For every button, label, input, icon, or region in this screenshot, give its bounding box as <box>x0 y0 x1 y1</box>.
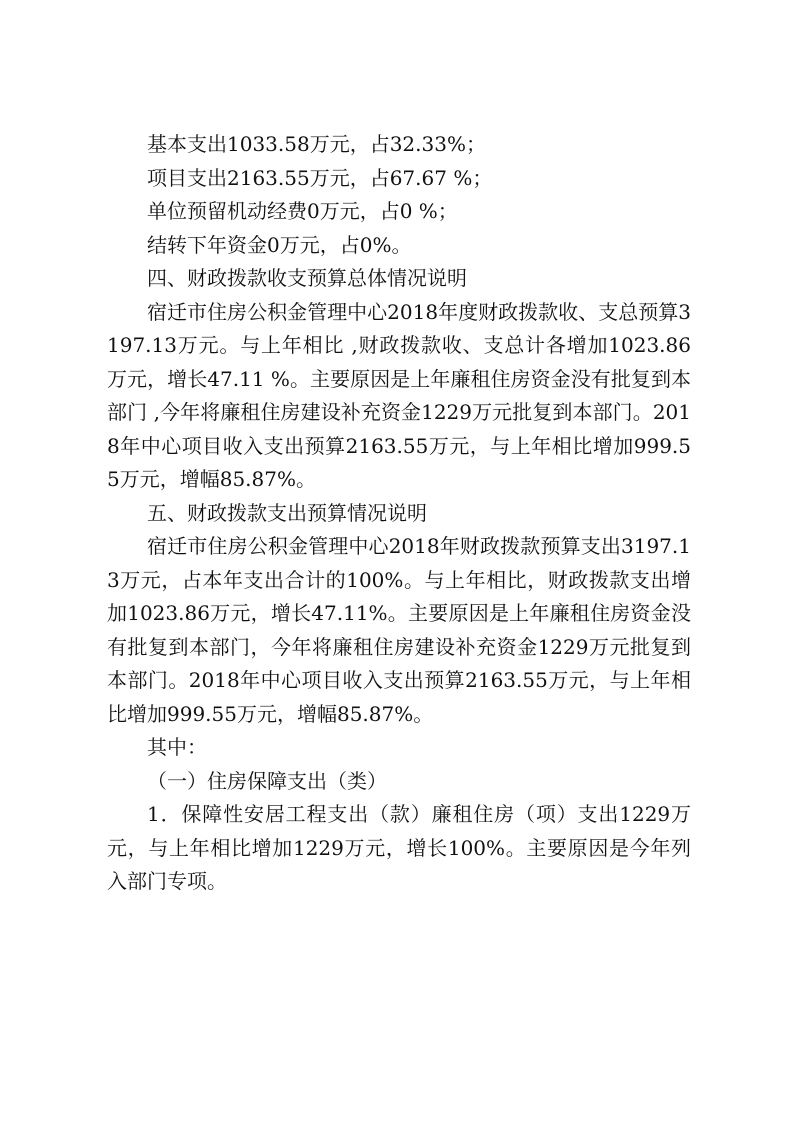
section-heading-5: 五、财政拨款支出预算情况说明 <box>147 500 427 525</box>
document-body <box>107 128 691 899</box>
paragraph-basic-expenditure: 基本支出1033.58万元，占32.33%； <box>147 132 486 156</box>
paragraph-among-them: 其中： <box>147 735 207 759</box>
paragraph-low-rent-housing: 1．保障性安居工程支出（款）廉租住房（项）支出1229万元，与上年相比增加1229万元，增长100%。主要原因是今年列入部门专项。 <box>107 802 691 893</box>
paragraph-overall-budget: 宿迁市住房公积金管理中心2018年度财政拨款收、支总预算3197.13万元。与上年相比 ,财政拨款收、支总计各增加1023.86万元，增长47.11 %。主要原因是上年廉租住房资金没有批复到本部门 ,今年将廉租住房建设补充资金1229万元批复到本部门。2018年中心项目收入支出预算2163.55万元，与上年相比增加999.55万元，增幅85.87%。 <box>107 299 691 491</box>
paragraph-expenditure-budget: 宿迁市住房公积金管理中心2018年财政拨款预算支出3197.13万元，占本年支出合计的100%。与上年相比，财政拨款支出增加1023.86万元，增长47.11%。主要原因是上年廉租住房资金没有批复到本部门，今年将廉租住房建设补充资金1229万元批复到本部门。2018年中心项目收入支出预算2163.55万元，与上年相比增加999.55万元，增幅85.87%。 <box>107 534 691 726</box>
subsection-heading-housing: （一）住房保障支出（类） <box>147 768 387 793</box>
paragraph-carryover-funds: 结转下年资金0万元，占0%。 <box>147 232 412 257</box>
paragraph-reserve-funds: 单位预留机动经费0万元，占0 %； <box>147 199 458 223</box>
paragraph-project-expenditure: 项目支出2163.55万元，占67.67 %； <box>147 165 493 190</box>
section-heading-4: 四、财政拨款收支预算总体情况说明 <box>147 266 467 290</box>
